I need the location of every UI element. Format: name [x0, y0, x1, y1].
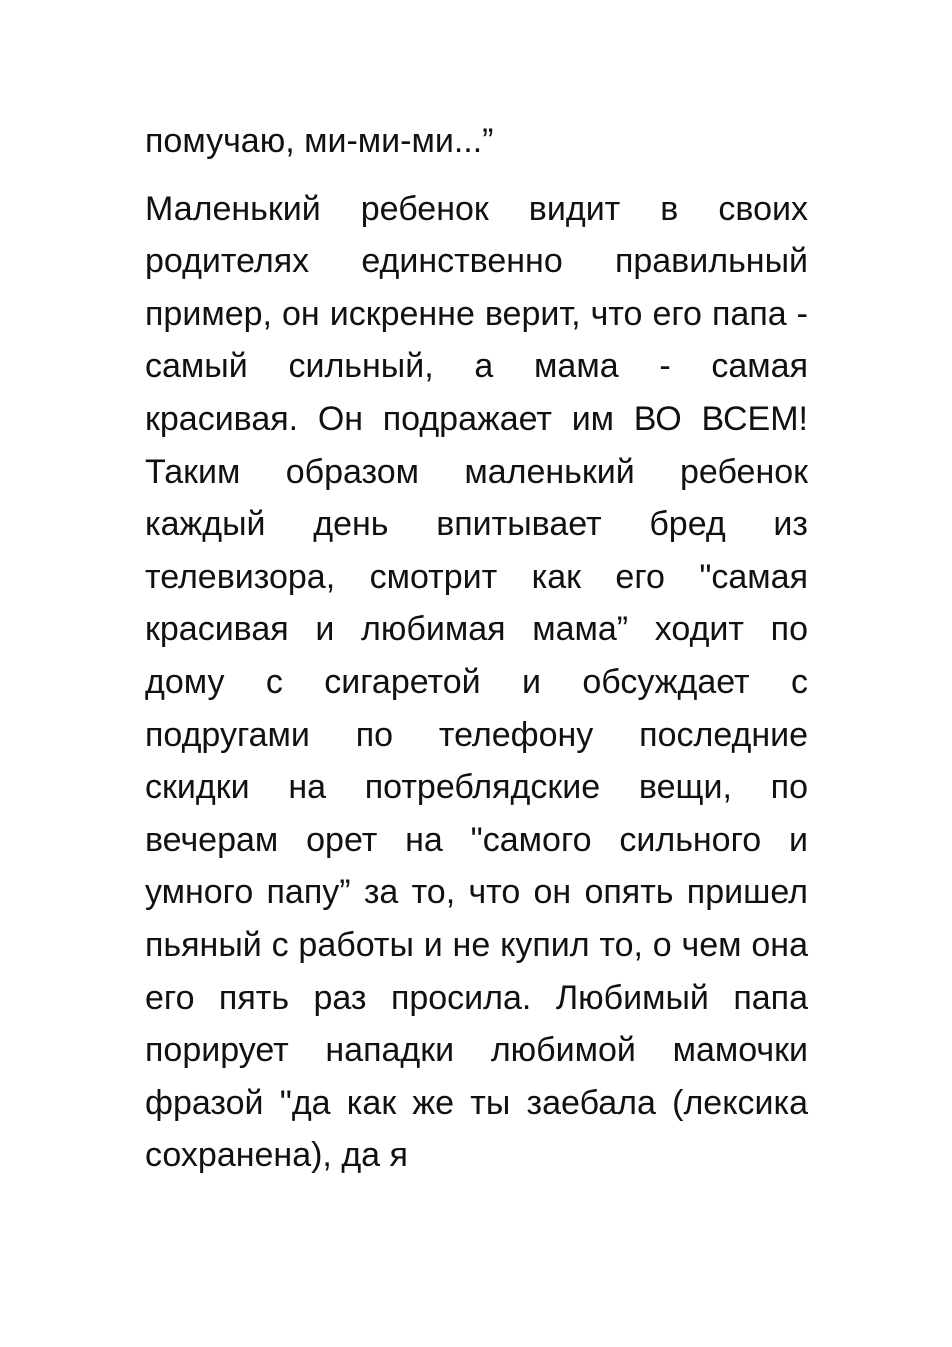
document-body — [145, 115, 808, 1182]
paragraph-main: Маленький ребенок видит в своих родителях единственно правильный пример, он искренне верит, что его папа - самый сильный, а мама - самая красивая. Он подражает им ВО ВСЕМ! Таким образом маленький ребенок каждый день впитывает бред из телевизора, смотрит как его "самая красивая и любимая мама” ходит по дому с сигаретой и обсуждает с подругами по телефону последние скидки на потреблядские вещи, по вечерам орет на "самого сильного и умного папу” за то, что он опять пришел пьяный с работы и не купил то, о чем она его пять раз просила. Любимый папа порирует нападки любимой мамочки фразой "да как же ты заебала (лексика сохранена), да я — [145, 189, 808, 1175]
paragraph-continuation: помучаю, ми-ми-ми...” — [145, 122, 494, 160]
